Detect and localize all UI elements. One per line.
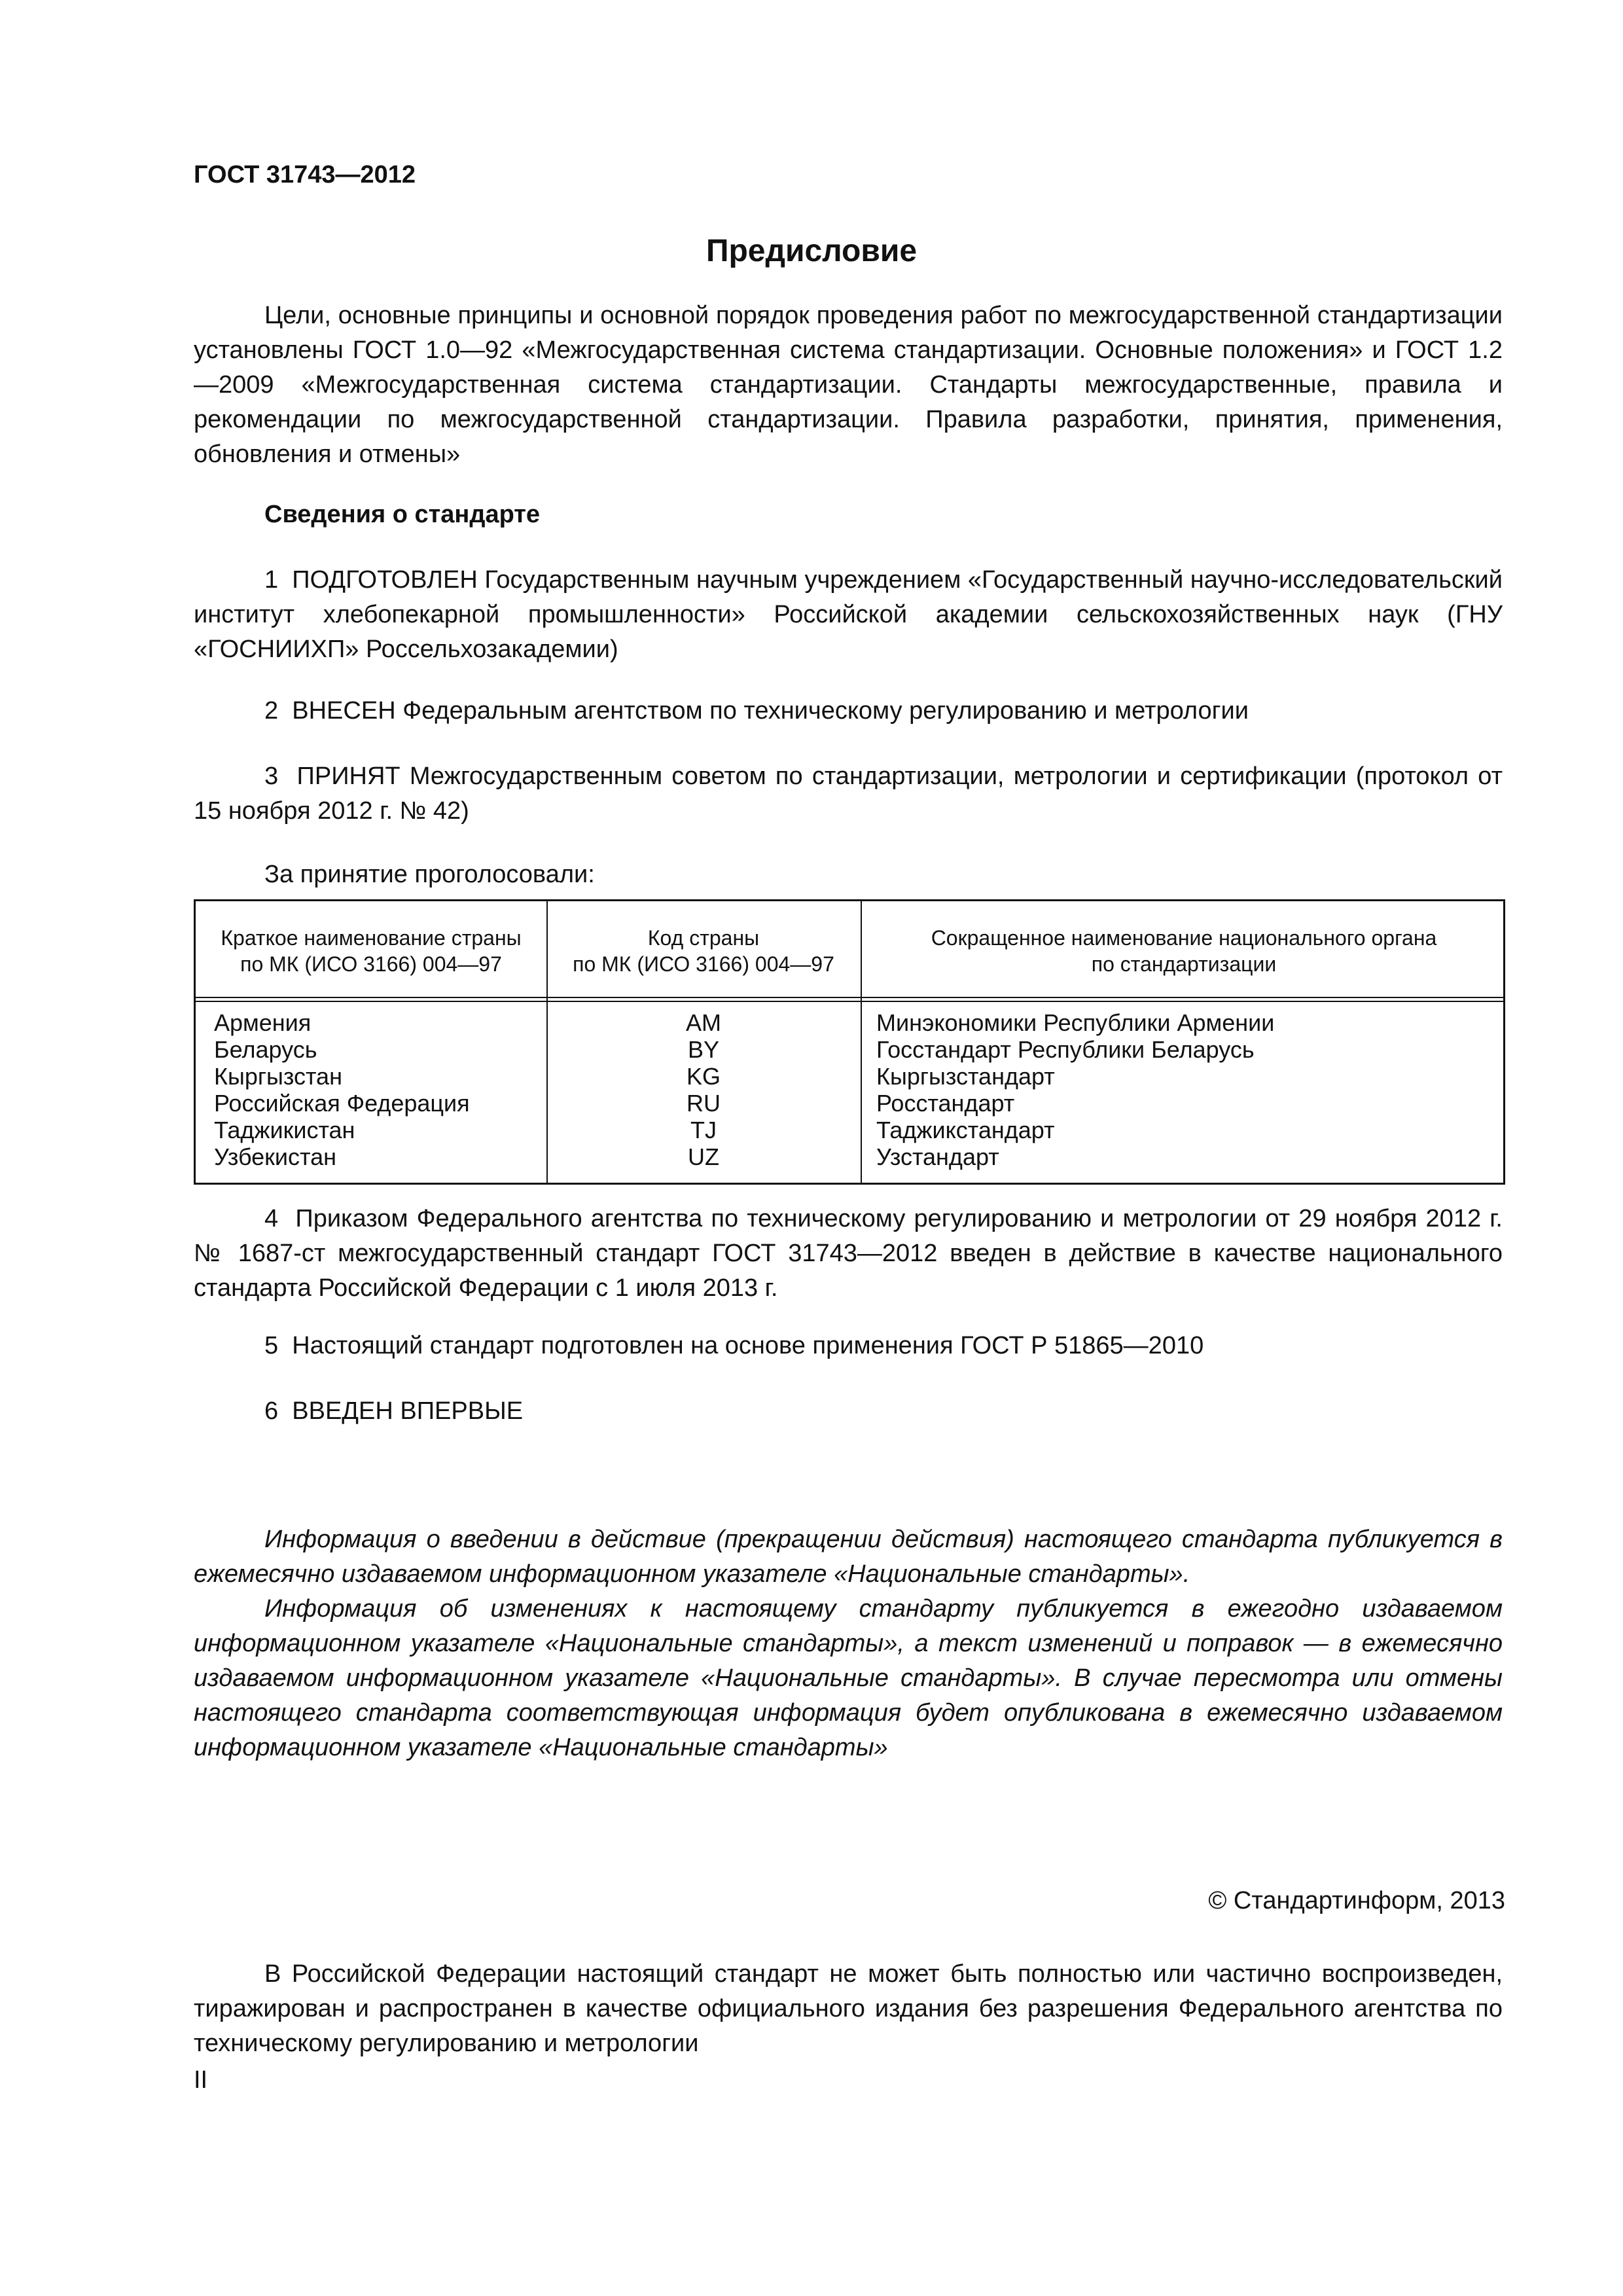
- table-cell-country: Кыргызстан: [214, 1063, 342, 1090]
- item-2-number: 2: [264, 697, 279, 725]
- item-5: [194, 1329, 1503, 1363]
- table-cell-code: RU: [687, 1090, 721, 1117]
- table-cell-body: Росстандарт: [876, 1090, 1015, 1117]
- table-header-body: [861, 925, 1507, 977]
- info-paragraph-1: Информация о введении в действие (прекращении действия) настоящего стандарта публикуется в ежемесячно издаваемом информационном указателе «Национальные стандарты».: [194, 1526, 1503, 1588]
- header-line: по МК (ИСО 3166) 004—97: [240, 952, 502, 976]
- table-header-country: [196, 925, 546, 977]
- table-header-rule: [196, 1001, 1503, 1002]
- table-header-code: [546, 925, 861, 977]
- table-cell-code: AM: [686, 1009, 721, 1036]
- item-1-number: 1: [264, 566, 279, 594]
- header-line: Код страны: [647, 926, 760, 950]
- intro-paragraph: Цели, основные принципы и основной порядок проведения работ по межгосударственной стандартизации установлены ГОСТ 1.0—92 «Межгосударственная система стандартизации. Основные положения» и ГОСТ 1.2—2009 «Межгосударственная система стандартизации. Стандарты межгосударственные, правила и рекомендации по межгосударственной стандартизации. Правила разработки, принятия, применения, обновления и отмены»: [194, 302, 1503, 468]
- item-6-number: 6: [264, 1397, 279, 1425]
- table-header-rule: [196, 997, 1503, 998]
- item-3-number: 3: [264, 762, 279, 790]
- item-1-key: ПОДГОТОВЛЕН: [292, 566, 478, 594]
- item-1: [194, 563, 1503, 667]
- item-5-text: Настоящий стандарт подготовлен на основе применения ГОСТ Р 51865—2010: [292, 1332, 1204, 1359]
- item-6-text: ВВЕДЕН ВПЕРВЫЕ: [292, 1397, 524, 1425]
- table-cell-body: Кыргызстандарт: [876, 1063, 1055, 1090]
- table-cell-body: Таджикстандарт: [876, 1117, 1055, 1143]
- item-2-text: Федеральным агентством по техническому регулированию и метрологии: [402, 697, 1249, 725]
- item-2-key: ВНЕСЕН: [292, 697, 396, 725]
- voted-label: За принятие проголосовали:: [264, 861, 595, 888]
- table-cell-country: Беларусь: [214, 1036, 317, 1063]
- item-4: [194, 1202, 1503, 1306]
- item-5-number: 5: [264, 1332, 279, 1359]
- header-line: по МК (ИСО 3166) 004—97: [573, 952, 834, 976]
- item-4-text: Приказом Федерального агентства по техническому регулированию и метрологии от 29 ноября 2012 г. № 1687-ст межгосударственный стандарт ГОСТ 31743—2012 введен в действие в качестве национального стандарта Российской Федерации с 1 июля 2013 г.: [194, 1205, 1503, 1302]
- legal-notice: В Российской Федерации настоящий стандарт не может быть полностью или частично воспроизведен, тиражирован и распространен в качестве официального издания без разрешения Федерального агентства по техническому регулированию и метрологии: [194, 1960, 1503, 2057]
- table-cell-code: TJ: [690, 1117, 717, 1143]
- item-6: [194, 1394, 1503, 1429]
- header-line: Краткое наименование страны: [221, 926, 522, 950]
- table-cell-code: BY: [687, 1036, 720, 1063]
- table-cell-code: UZ: [688, 1143, 719, 1170]
- table-cell-code: KG: [686, 1063, 721, 1090]
- section-title: Сведения о стандарте: [264, 501, 541, 528]
- table-cell-country: Армения: [214, 1009, 312, 1036]
- table-cell-country: Российская Федерация: [214, 1090, 470, 1117]
- header-line: по стандартизации: [1091, 952, 1277, 976]
- header-line: Сокращенное наименование национального органа: [931, 926, 1437, 950]
- countries-table: [194, 899, 1505, 1185]
- table-cell-country: Узбекистан: [214, 1143, 337, 1170]
- document-code: ГОСТ 31743—2012: [194, 161, 416, 188]
- table-cell-body: Узстандарт: [876, 1143, 999, 1170]
- item-3-key: ПРИНЯТ: [296, 762, 401, 790]
- copyright: © Стандартинформ, 2013: [1208, 1887, 1505, 1914]
- info-paragraph-2: Информация об изменениях к настоящему стандарту публикуется в ежегодно издаваемом информационном указателе «Национальные стандарты», а текст изменений и поправок — в ежемесячно издаваемом информационном указателе «Национальные стандарты». В случае пересмотра или отмены настоящего стандарта соответствующая информация будет опубликована в ежемесячно издаваемом информационном указателе «Национальные стандарты»: [194, 1595, 1503, 1761]
- page-title: Предисловие: [705, 234, 918, 268]
- item-4-number: 4: [264, 1205, 279, 1232]
- item-3: [194, 759, 1503, 829]
- table-cell-body: Минэкономики Республики Армении: [876, 1009, 1275, 1036]
- item-3-text: Межгосударственным советом по стандартизации, метрологии и сертификации (протокол от 15 ноября 2012 г. № 42): [194, 762, 1503, 825]
- page-number: II: [194, 2066, 208, 2094]
- item-2: [194, 694, 1503, 728]
- table-cell-country: Таджикистан: [214, 1117, 355, 1143]
- item-1-text: Государственным научным учреждением «Государственный научно-исследовательский институт хлебопекарной промышленности» Российской академии сельскохозяйственных наук (ГНУ «ГОСНИИХП» Россельхозакадемии): [194, 566, 1503, 663]
- table-cell-body: Госстандарт Республики Беларусь: [876, 1036, 1255, 1063]
